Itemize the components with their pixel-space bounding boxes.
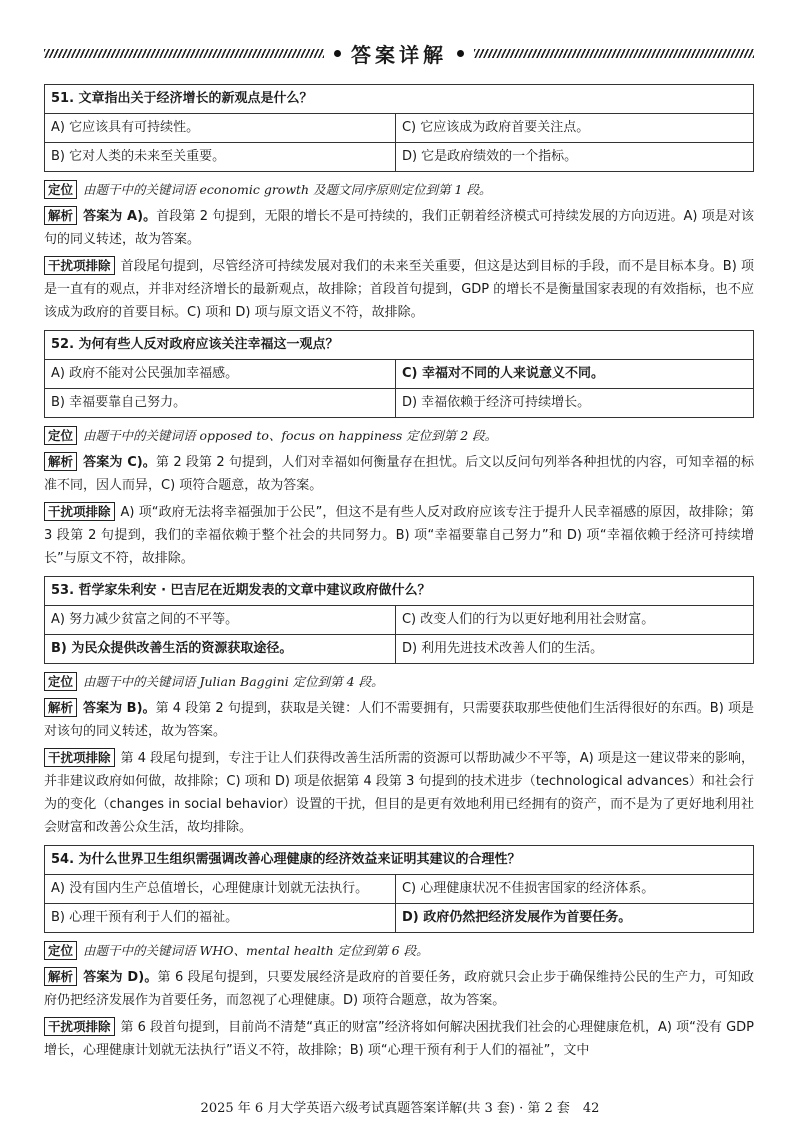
header-bullet-right — [457, 50, 464, 57]
question-table — [44, 330, 754, 418]
page-footer: 2025 年 6 月大学英语六级考试真题答案详解(共 3 套) · 第 2 套 42 — [200, 1101, 600, 1116]
answer-option: B) 心理干预有利于人们的福祉。 — [45, 904, 396, 933]
question-table — [44, 845, 754, 933]
answer-option: D) 它是政府绩效的一个指标。 — [395, 143, 753, 172]
section-tag: 解析 — [44, 452, 77, 471]
answer-option: D) 幸福依赖于经济可持续增长。 — [395, 389, 753, 418]
section-tag: 解析 — [44, 967, 77, 986]
analysis-text: 第 4 段第 2 句提到，获取是关键：人们不需要拥有，只需要获取那些使他们生活得很好的东西。B) 项是对该句的同义转述，故为答案。 — [44, 701, 754, 739]
section-tag: 干扰项排除 — [44, 1017, 115, 1036]
distractor-paragraph — [44, 747, 754, 839]
distractor-paragraph — [44, 1016, 754, 1062]
header-bullet-left — [334, 50, 341, 57]
section-tag: 解析 — [44, 206, 77, 225]
answer-text: 答案为 A)。 — [83, 209, 157, 224]
section-header — [44, 40, 754, 66]
locate-text: 由题干中的关键词语 economic growth 及题文同序原则定位到第 1 段。 — [83, 182, 492, 197]
answer-option: D) 政府仍然把经济发展作为首要任务。 — [395, 904, 753, 933]
header-hatch-right — [474, 49, 754, 58]
analysis-text: 首段第 2 句提到，无限的增长不是可持续的，我们正朝着经济模式可持续发展的方向迈进。A) 项是对该句的同义转述，故为答案。 — [44, 209, 755, 247]
answer-option: B) 它对人类的未来至关重要。 — [45, 143, 396, 172]
distractor-text: A) 项“政府无法将幸福强加于公民”，但这不是有些人反对政府应该专注于提升人民幸福感的原因，故排除；第 3 段第 2 句提到，我们的幸福依赖于整个社会的共同努力。B) 项“幸福要靠自己努力”和 D) 项“幸福依赖于经济可持续增长”与原文不符，故排除。 — [44, 505, 754, 566]
answer-option: A) 它应该具有可持续性。 — [45, 114, 396, 143]
question-title: 53. 哲学家朱利安 · 巴吉尼在近期发表的文章中建议政府做什么？ — [45, 577, 754, 606]
analysis-text: 第 6 段尾句提到，只要发展经济是政府的首要任务，政府就只会止步于确保维持公民的生产力，可知政府仍把经济发展作为首要任务，而忽视了心理健康。D) 项符合题意，故为答案。 — [44, 970, 754, 1008]
locate-text: 由题干中的关键词语 Julian Baggini 定位到第 4 段。 — [83, 674, 384, 689]
section-tag: 干扰项排除 — [44, 502, 115, 521]
locate-paragraph — [44, 178, 754, 201]
section-tag: 解析 — [44, 698, 77, 717]
locate-paragraph — [44, 424, 754, 447]
question-block — [44, 84, 754, 324]
section-title: 答案详解 — [351, 42, 447, 67]
answer-option: A) 政府不能对公民强加幸福感。 — [45, 360, 396, 389]
question-table — [44, 84, 754, 172]
section-tag: 干扰项排除 — [44, 748, 115, 767]
distractor-paragraph — [44, 255, 754, 324]
answer-text: 答案为 C)。 — [83, 455, 156, 470]
distractor-text: 第 4 段尾句提到，专注于让人们获得改善生活所需的资源可以帮助减少不平等，A) 项是这一建议带来的影响，并非建议政府如何做，故排除；C) 项和 D) 项是依据第 4 段第 3 句提到的技术进步（technological advances）和社会行为的变化（changes in social behavior）设置的干扰，但目的是更有效地利用已经拥有的资产，而不是为了更好地利用社会财富和改善公众生活，故均排除。 — [44, 751, 754, 835]
question-title: 52. 为何有些人反对政府应该关注幸福这一观点？ — [45, 331, 754, 360]
answer-option: B) 为民众提供改善生活的资源获取途径。 — [45, 635, 396, 664]
question-block — [44, 330, 754, 570]
question-title: 54. 为什么世界卫生组织需强调改善心理健康的经济效益来证明其建议的合理性？ — [45, 846, 754, 875]
section-tag: 定位 — [44, 941, 77, 960]
distractor-paragraph — [44, 501, 754, 570]
section-tag: 定位 — [44, 180, 77, 199]
distractor-text: 第 6 段首句提到，目前尚不清楚“真正的财富”经济将如何解决困扰我们社会的心理健康危机，A) 项“没有 GDP 增长，心理健康计划就无法执行”语义不符，故排除；B) 项“心理干预有利于人们的福祉”，文中 — [44, 1020, 754, 1058]
answer-option: C) 改变人们的行为以更好地利用社会财富。 — [395, 606, 753, 635]
answer-option: A) 没有国内生产总值增长，心理健康计划就无法执行。 — [45, 875, 396, 904]
answer-option: D) 利用先进技术改善人们的生活。 — [395, 635, 753, 664]
analysis-text: 第 2 段第 2 句提到，人们对幸福如何衡量存在担忧。后文以反问句列举各种担忧的内容，可知幸福的标准不同，因人而异，C) 项符合题意，故为答案。 — [44, 455, 754, 493]
analysis-paragraph — [44, 451, 754, 497]
question-table — [44, 576, 754, 664]
answer-option: C) 心理健康状况不佳损害国家的经济体系。 — [395, 875, 753, 904]
answer-option: C) 它应该成为政府首要关注点。 — [395, 114, 753, 143]
question-block — [44, 845, 754, 1062]
section-tag: 定位 — [44, 426, 77, 445]
distractor-text: 首段尾句提到，尽管经济可持续发展对我们的未来至关重要，但这是达到目标的手段，而不是目标本身。B) 项是一直有的观点，并非对经济增长的最新观点，故排除；首段首句提到，GDP 的增长不是衡量国家表现的有效指标，也不应该成为政府的首要目标。C) 项和 D) 项与原文语义不符，故排除。 — [44, 259, 754, 320]
header-hatch-left — [44, 49, 324, 58]
locate-text: 由题干中的关键词语 WHO、mental health 定位到第 6 段。 — [83, 943, 429, 958]
analysis-paragraph — [44, 205, 754, 251]
analysis-paragraph — [44, 697, 754, 743]
answer-option: C) 幸福对不同的人来说意义不同。 — [395, 360, 753, 389]
locate-paragraph — [44, 939, 754, 962]
answer-text: 答案为 D)。 — [83, 970, 158, 985]
section-tag: 干扰项排除 — [44, 256, 115, 275]
answer-text: 答案为 B)。 — [83, 701, 156, 716]
answer-option: B) 幸福要靠自己努力。 — [45, 389, 396, 418]
analysis-paragraph — [44, 966, 754, 1012]
locate-text: 由题干中的关键词语 opposed to、focus on happiness 定位到第 2 段。 — [83, 428, 498, 443]
question-title: 51. 文章指出关于经济增长的新观点是什么？ — [45, 85, 754, 114]
section-tag: 定位 — [44, 672, 77, 691]
question-block — [44, 576, 754, 839]
locate-paragraph — [44, 670, 754, 693]
answer-content — [44, 84, 754, 1068]
answer-option: A) 努力减少贫富之间的不平等。 — [45, 606, 396, 635]
